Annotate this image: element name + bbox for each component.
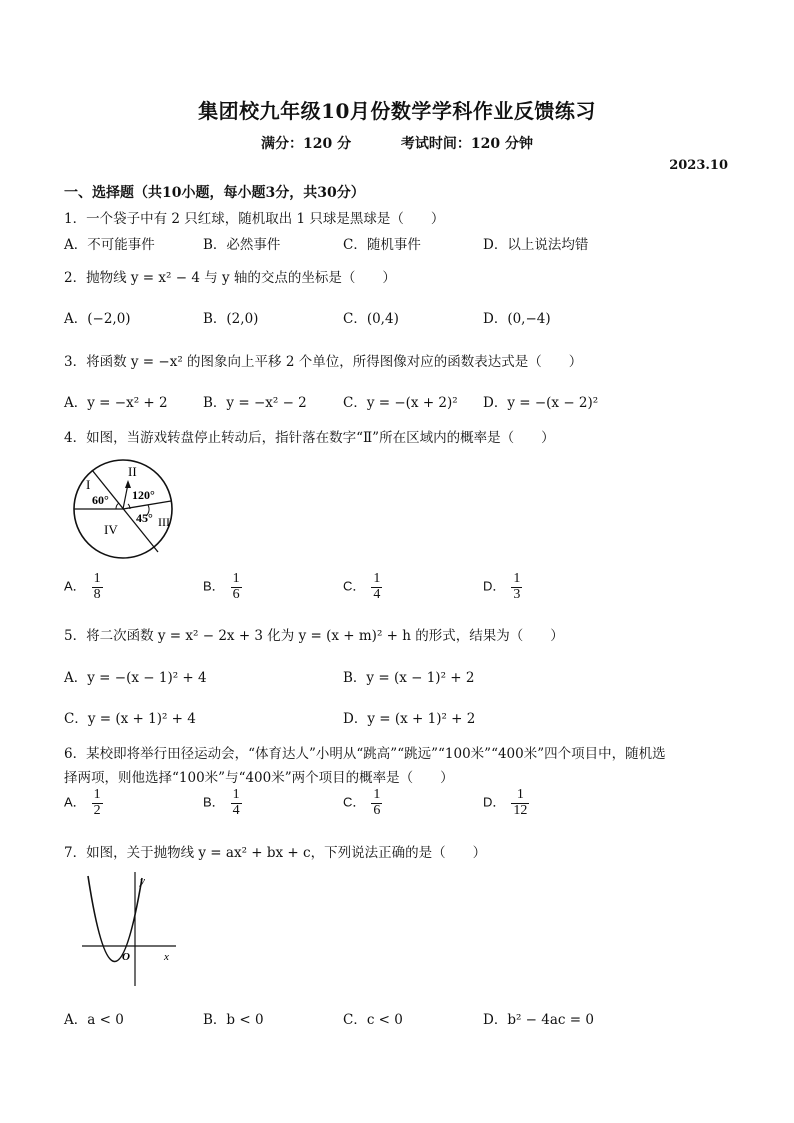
spinner-figure bbox=[70, 456, 178, 562]
question-4-stem: 4．如图，当游戏转盘停止转动后，指针落在数字“Ⅱ”所在区域内的概率是（ ） bbox=[64, 430, 555, 446]
q3-option-c[interactable]: C．y = −(x + 2)² bbox=[343, 395, 458, 411]
full-score: 满分：120 分 bbox=[261, 136, 352, 152]
region-label-i: I bbox=[86, 477, 91, 492]
exam-date: 2023.10 bbox=[669, 158, 728, 173]
angle-label-60: 60° bbox=[92, 493, 109, 507]
q6-fraction-b: $\frac{1}{4}$ bbox=[232, 787, 240, 818]
q2-option-a[interactable]: A．(−2,0) bbox=[64, 311, 131, 327]
q4-fraction-c: $\frac{1}{4}$ bbox=[373, 571, 381, 602]
exam-time: 考试时间：120 分钟 bbox=[400, 136, 533, 152]
q4-option-c[interactable]: C． $\frac{1}{4}$ bbox=[343, 571, 381, 602]
region-label-ii: II bbox=[128, 464, 137, 479]
question-6-stem-line-1: 6．某校即将举行田径运动会，“体育达人”小明从“跳高”“跳远”“100米”“400米”四个项目中，随机选 bbox=[64, 746, 666, 762]
q6-option-d[interactable]: D． $\frac{1}{12}$ bbox=[483, 787, 528, 818]
q1-option-a[interactable]: A．不可能事件 bbox=[64, 237, 155, 253]
q6-fraction-c: $\frac{1}{6}$ bbox=[373, 787, 381, 818]
section-heading: 一、选择题（共10小题，每小题3分，共30分） bbox=[64, 185, 365, 201]
q7-option-c[interactable]: C．c < 0 bbox=[343, 1012, 403, 1028]
question-2-stem: 2．抛物线 y = x² − 4 与 y 轴的交点的坐标是（ ） bbox=[64, 270, 396, 286]
q2-option-d[interactable]: D．(0,−4) bbox=[483, 311, 551, 327]
question-7-stem: 7．如图，关于抛物线 y = ax² + bx + c，下列说法正确的是（ ） bbox=[64, 845, 487, 861]
angle-label-120: 120° bbox=[132, 488, 155, 502]
q1-option-b[interactable]: B．必然事件 bbox=[203, 237, 281, 253]
q1-option-c[interactable]: C．随机事件 bbox=[343, 237, 421, 253]
question-5-stem: 5．将二次函数 y = x² − 2x + 3 化为 y = (x + m)² + h 的形式，结果为（ ） bbox=[64, 628, 564, 644]
q6-option-c[interactable]: C． $\frac{1}{6}$ bbox=[343, 787, 381, 818]
pointer-arrow-head bbox=[125, 480, 131, 488]
q4-option-a[interactable]: A． $\frac{1}{8}$ bbox=[64, 571, 101, 602]
question-3-stem: 3．将函数 y = −x² 的图象向上平移 2 个单位，所得图像对应的函数表达式是（ ） bbox=[64, 354, 583, 370]
q7-option-d[interactable]: D．b² − 4ac = 0 bbox=[483, 1012, 594, 1028]
q4-option-d[interactable]: D． $\frac{1}{3}$ bbox=[483, 571, 521, 602]
q6-option-a[interactable]: A． $\frac{1}{2}$ bbox=[64, 787, 101, 818]
parabola-curve bbox=[88, 876, 142, 962]
q1-option-d[interactable]: D．以上说法均错 bbox=[483, 237, 589, 253]
angle-label-45: 45° bbox=[136, 511, 153, 525]
q3-option-d[interactable]: D．y = −(x − 2)² bbox=[483, 395, 599, 411]
question-1-stem: 1．一个袋子中有 2 只红球，随机取出 1 只球是黑球是（ ） bbox=[64, 211, 445, 227]
y-axis-label: y bbox=[140, 875, 145, 887]
page-title: 集团校九年级10月份数学学科作业反馈练习 bbox=[198, 99, 596, 123]
q5-option-c[interactable]: C．y = (x + 1)² + 4 bbox=[64, 711, 196, 727]
q2-option-b[interactable]: B．(2,0) bbox=[203, 311, 259, 327]
q5-option-a[interactable]: A．y = −(x − 1)² + 4 bbox=[64, 670, 207, 686]
region-label-iii: III bbox=[158, 515, 170, 529]
q4-fraction-a: $\frac{1}{8}$ bbox=[93, 571, 101, 602]
q7-option-b[interactable]: B．b < 0 bbox=[203, 1012, 264, 1028]
region-label-iv: IV bbox=[104, 522, 118, 537]
q6-fraction-d: $\frac{1}{12}$ bbox=[513, 787, 528, 818]
x-axis-label: x bbox=[164, 951, 169, 963]
q7-option-a[interactable]: A．a < 0 bbox=[64, 1012, 124, 1028]
q4-fraction-b: $\frac{1}{6}$ bbox=[232, 571, 240, 602]
q4-fraction-d: $\frac{1}{3}$ bbox=[513, 571, 521, 602]
q5-option-b[interactable]: B．y = (x − 1)² + 2 bbox=[343, 670, 475, 686]
q3-option-b[interactable]: B．y = −x² − 2 bbox=[203, 395, 307, 411]
q3-option-a[interactable]: A．y = −x² + 2 bbox=[64, 395, 168, 411]
origin-label: O bbox=[122, 951, 130, 963]
q6-option-b[interactable]: B． $\frac{1}{4}$ bbox=[203, 787, 240, 818]
parabola-figure bbox=[80, 870, 184, 988]
q2-option-c[interactable]: C．(0,4) bbox=[343, 311, 399, 327]
exam-info bbox=[0, 133, 794, 153]
q4-option-b[interactable]: B． $\frac{1}{6}$ bbox=[203, 571, 240, 602]
q6-fraction-a: $\frac{1}{2}$ bbox=[93, 787, 101, 818]
q5-option-d[interactable]: D．y = (x + 1)² + 2 bbox=[343, 711, 476, 727]
angle-arc-60 bbox=[116, 503, 119, 509]
question-6-stem-line-2: 择两项，则他选择“100米”与“400米”两个项目的概率是（ ） bbox=[64, 770, 454, 786]
